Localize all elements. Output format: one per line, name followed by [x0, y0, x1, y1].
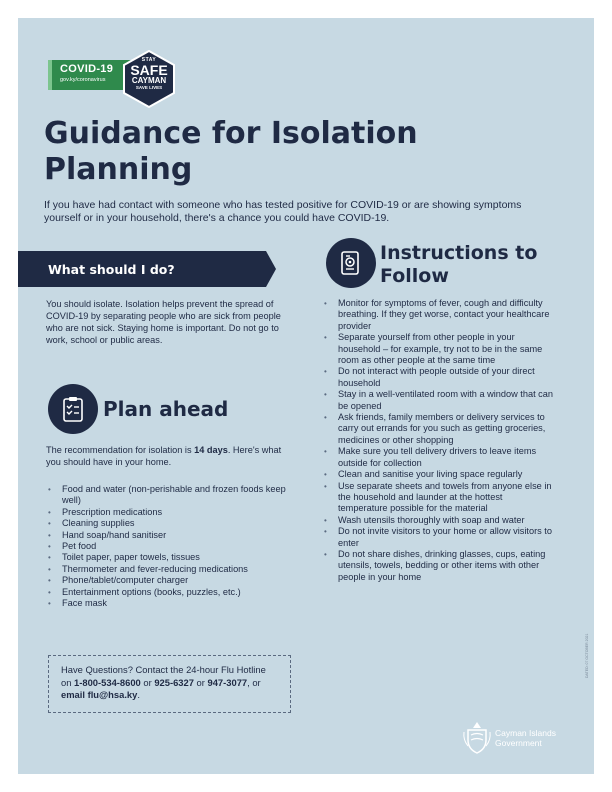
list-item: • Do not share dishes, drinking glasses, cups, eating utensils, towels, bedding or other items with other people in your home: [322, 549, 554, 583]
dated-note: DATED: 07 OCTOBER 2021: [585, 633, 589, 678]
government-logo-text: [495, 728, 556, 748]
govt-line1: Cayman Islands: [495, 728, 556, 738]
govt-line2: Government: [495, 738, 542, 748]
intro-text: If you have had contact with someone who has tested positive for COVID-19 or are showing symptoms yourself or in your household, there's a chance you could have COVID-19.: [44, 199, 522, 224]
questions-box: [48, 655, 291, 713]
rec-prefix: The recommendation for isolation is: [46, 445, 195, 455]
document-gear-icon: [338, 250, 364, 276]
list-item: • Ask friends, family members or delivery services to carry out errands for you such as getting groceries, medicines or other shopping: [322, 412, 554, 446]
stay-safe-text: [120, 58, 178, 91]
list-item: • Do not invite visitors to your home or allow visitors to enter: [322, 526, 554, 549]
hotline-phone-2[interactable]: 925-6327: [154, 676, 194, 688]
list-item: • Pet food: [46, 541, 286, 552]
badge-cayman: CAYMAN: [131, 76, 167, 85]
list-item: • Food and water (non-perishable and frozen foods keep well): [46, 484, 286, 507]
list-item: • Do not interact with people outside of your direct household: [322, 366, 554, 389]
questions-or: or: [140, 676, 155, 688]
list-item: • Hand soap/hand sanitiser: [46, 530, 286, 541]
list-item: • Thermometer and fever-reducing medications: [46, 564, 286, 575]
list-item: • Stay in a well-ventilated room with a window that can be opened: [322, 389, 554, 412]
list-item: • Use separate sheets and towels from anyone else in the household and launder at the hottest temperature possible for the material: [322, 481, 554, 515]
hotline-phone-3[interactable]: 947-3077: [207, 676, 248, 688]
badge-save-lives: SAVE LIVES: [135, 85, 163, 90]
instructions-list: [322, 298, 554, 583]
checklist-icon: [60, 396, 86, 422]
instructions-heading: [380, 242, 537, 288]
page-title: Guidance for Isolation Planning: [44, 116, 418, 187]
supplies-list: [46, 484, 286, 609]
badge-safe: SAFE: [130, 62, 168, 78]
covid-url: gov.ky/coronavirus: [60, 77, 106, 83]
hotline-phone-1[interactable]: 1-800-534-8600: [74, 676, 141, 688]
flyer-page: [18, 18, 594, 774]
list-item: • Wash utensils thoroughly with soap and water: [322, 515, 554, 526]
instructions-heading-line1: Instructions to: [380, 242, 538, 264]
questions-or: , or: [247, 676, 261, 688]
list-item: • Prescription medications: [46, 507, 286, 518]
list-item: • Phone/tablet/computer charger: [46, 575, 286, 586]
rec-suffix: . Here's what you should have in your home.: [46, 445, 282, 467]
rec-days: 14 days: [194, 445, 228, 455]
list-item: • Monitor for symptoms of fever, cough and difficulty breathing. If they get worse, contact your healthcare provider: [322, 298, 554, 332]
list-item: • Entertainment options (books, puzzles, etc.): [46, 587, 286, 598]
what-to-do-heading: What should I do?: [48, 262, 175, 277]
plan-ahead-icon-circle: [48, 384, 98, 434]
covid-label: COVID-19: [60, 63, 114, 75]
isolation-recommendation: [46, 444, 286, 468]
list-item: • Face mask: [46, 598, 286, 609]
coat-of-arms-icon: [462, 720, 492, 756]
list-item: • Make sure you tell delivery drivers to leave items outside for collection: [322, 446, 554, 469]
what-to-do-body: You should isolate. Isolation helps prevent the spread of COVID-19 by separating people who are sick from people who are not sick. Staying home is important. Do not go to work, school or public areas.: [46, 299, 281, 345]
list-item: • Clean and sanitise your living space regularly: [322, 469, 554, 480]
list-item: • Cleaning supplies: [46, 518, 286, 529]
instructions-icon-circle: [326, 238, 376, 288]
instructions-heading-line2: Follow: [380, 265, 449, 287]
list-item: • Separate yourself from other people in your household – for example, try not to be in the same room as other people at the same time: [322, 332, 554, 366]
badge-stay: STAY: [141, 57, 157, 63]
questions-text: Have Questions? Contact the 24-hour Flu Hotline on: [61, 664, 266, 688]
list-item: • Toilet paper, paper towels, tissues: [46, 552, 286, 563]
questions-end: .: [137, 689, 140, 700]
questions-or: or: [193, 676, 208, 688]
plan-ahead-heading: Plan ahead: [103, 397, 229, 421]
hotline-email-link[interactable]: email flu@hsa.ky: [61, 689, 138, 700]
